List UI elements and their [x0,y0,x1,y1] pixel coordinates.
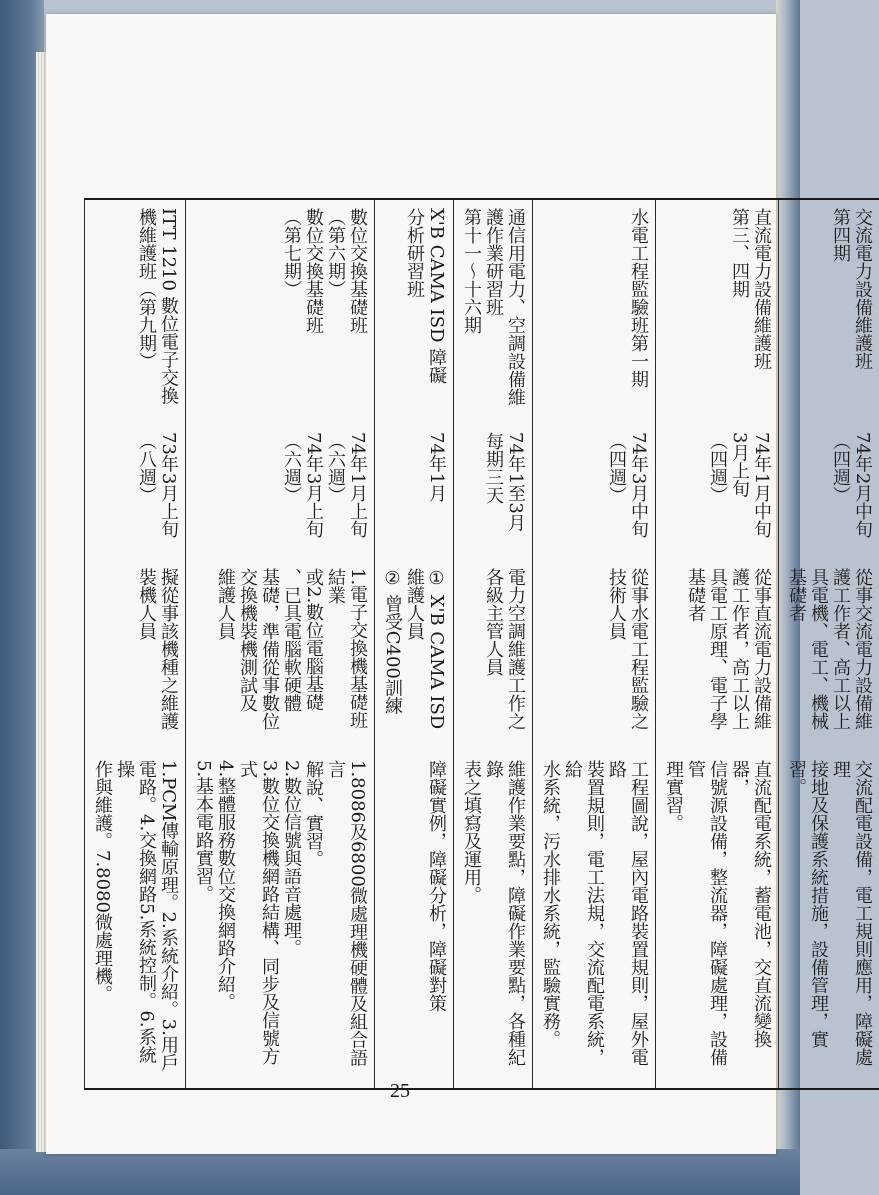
course-time-cell: 74年3月中旬 （四週） [533,424,656,560]
course-content-cell: 障礙實例，障礙分析，障礙對策 [375,752,454,1089]
course-name-cell: ITT 1210 數位電子交換 機維護班（第九期） [85,199,186,424]
course-target-cell: 從事交流電力設備維 護工作者、高工以上 具電機、電工、機械 基礎者 [779,560,879,752]
training-course-table [84,198,879,1090]
course-target-cell: 擬從事該機種之維護 裝機人員 [85,560,186,752]
course-target-cell: ① X'B CAMA ISD 維護人員 ② 曾受C400訓練 [375,560,454,752]
course-target-cell: 1.電子交換機基礎班結業 或2.數位電腦基礎 、已具電腦軟硬體 基礎，準備從事數位 交換機裝機測試及 維護人員 [186,560,375,752]
course-target-cell: 電力空調維護工作之 各級主管人員 [454,560,533,752]
course-content-cell: 維護作業要點，障礙作業要點，各種紀錄 表之填寫及運用。 [454,752,533,1089]
course-time-cell: 74年1月 [375,424,454,560]
course-name-cell: X'B CAMA ISD 障礙 分析研習班 [375,199,454,424]
page-number: 25 [390,1080,410,1102]
course-name-cell: 通信用電力、空調設備維 護作業研習班 第十一～十六期 [454,199,533,424]
course-target-cell: 從事水電工程監驗之 技術人員 [533,560,656,752]
table-row [454,199,533,1089]
course-time-cell: 74年1月中旬 3月上旬 （四週） [656,424,779,560]
book-binding-bottom [0,1149,800,1195]
course-time-cell: 73年3月上旬 （八週） [85,424,186,560]
course-target-cell: 從事直流電力設備維 護工作者，高工以上 具電工原理、電子學 基礎者 [656,560,779,752]
course-content-cell: 直流配電系統，蓄電池，交直流變換器， 信號源設備，整流器，障礙處理，設備管 理實習。 [656,752,779,1089]
table-row [186,199,375,1089]
course-name-cell: 水電工程監驗班第一期 [533,199,656,424]
course-content-cell: 交流配電設備，電工規則應用，障礙處理 接地及保護系統措施，設備管理，實習。 [779,752,879,1089]
course-time-cell: 74年1月上旬 （六週） 74年3月上旬 （六週） [186,424,375,560]
course-time-cell: 74年2月中旬 （四週） [779,424,879,560]
course-name-cell: 直流電力設備維護班 第三、四期 [656,199,779,424]
course-time-cell: 74年1至3月 每期三天 [454,424,533,560]
table-row [85,199,186,1089]
course-content-cell: 工程圖說，屋內電路裝置規則，屋外電路 裝置規則，電工法規，交流配電系統，給 水系統，污水排水系統，監驗實務。 [533,752,656,1089]
course-name-cell: 數位交換基礎班 （第六期） 數位交換基礎班 （第七期） [186,199,375,424]
table-row [375,199,454,1089]
course-name-cell: 交流電力設備維護班 第四期 [779,199,879,424]
table-row [656,199,779,1089]
table-row [533,199,656,1089]
table-row [779,199,879,1089]
course-content-cell: 1.8086及6800微處理機硬體及組合語言 解說、實習。 2.數位信號與語音處理。 3.數位交換機網路結構、同步及信號方式 4.整體服務數位交換網路介紹。 5.基本電路實習。 [186,752,375,1089]
course-content-cell: 1.PCM傳輸原理。2.系統介紹。3.用戶 電路。4.交換網路5.系統控制。6.系統操 作與維護。7.8080微處理機。 [85,752,186,1089]
